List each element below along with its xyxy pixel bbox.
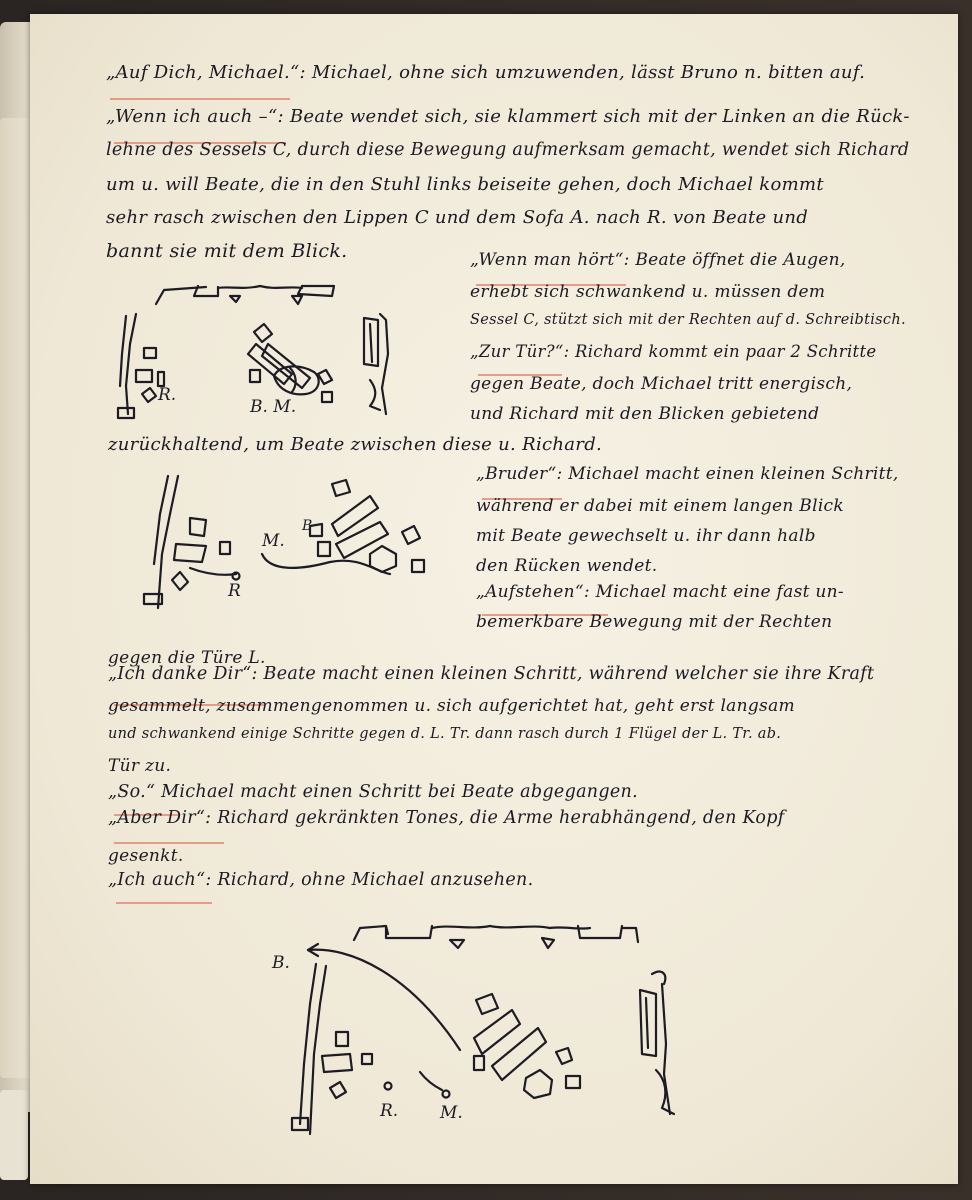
text-line: den Rücken wendet. (476, 556, 658, 576)
text-line: gesenkt. (108, 846, 184, 866)
text-line: und schwankend einige Schritte gegen d. L. Tr. dann rasch durch 1 Flügel der L. Tr. ab. (108, 726, 782, 742)
sketch2-label-b: B (302, 518, 313, 534)
text-line: während er dabei mit einem langen Blick (476, 496, 844, 516)
sketch3-label-r: R. (380, 1101, 399, 1121)
text-line: zurückhaltend, um Beate zwischen diese u. Richard. (108, 434, 603, 455)
text-line: bannt sie mit dem Blick. (106, 240, 348, 262)
text-line: „Ich auch“: Richard, ohne Michael anzusehen. (108, 870, 534, 890)
text-line: gegen die Türe L. (108, 648, 266, 668)
manuscript-page (30, 14, 958, 1184)
text-line: „Auf Dich, Michael.“: Michael, ohne sich umzuwenden, lässt Bruno n. bitten auf. (106, 62, 866, 83)
stage-sketch-3 (30, 14, 958, 1184)
text-line: Sessel C, stützt sich mit der Rechten auf d. Schreibtisch. (470, 312, 906, 328)
text-line: gegen Beate, doch Michael tritt energisch, (470, 374, 853, 394)
text-line: „Wenn man hört“: Beate öffnet die Augen, (470, 250, 846, 270)
text-line: gesammelt, zusammengenommen u. sich aufgerichtet hat, geht erst langsam (108, 696, 795, 716)
text-line: mit Beate gewechselt u. ihr dann halb (476, 526, 816, 546)
sketch3-label-m: M. (440, 1103, 463, 1123)
sketch2-label-m: M. (262, 531, 285, 551)
text-line: „Aufstehen“: Michael macht eine fast un- (476, 582, 844, 602)
text-line: erhebt sich schwankend u. müssen dem (470, 282, 826, 302)
text-line: lehne des Sessels C, durch diese Bewegung aufmerksam gemacht, wendet sich Richard (106, 140, 910, 160)
text-line: „Ich danke Dir“: Beate macht einen kleinen Schritt, während welcher sie ihre Kraft (108, 664, 875, 684)
text-line: „So.“ Michael macht einen Schritt bei Beate abgegangen. (108, 782, 638, 802)
sketch2-label-r: R (228, 581, 241, 601)
text-line: „Aber Dir“: Richard gekränkten Tones, die Arme herabhängend, den Kopf (108, 808, 785, 828)
text-line: sehr rasch zwischen den Lippen C und dem Sofa A. nach R. von Beate und (106, 207, 809, 228)
sketch1-label-bm: B. M. (250, 397, 297, 417)
sketch1-label-r: R. (158, 385, 177, 405)
text-line: „Zur Tür?“: Richard kommt ein paar 2 Schritte (470, 342, 877, 361)
page-corner (0, 1090, 28, 1180)
sketch3-label-b: B. (272, 953, 290, 973)
text-line: bemerkbare Bewegung mit der Rechten (476, 612, 833, 632)
text-line: „Bruder“: Michael macht einen kleinen Schritt, (476, 464, 899, 484)
text-line: Tür zu. (108, 756, 172, 776)
text-line: und Richard mit den Blicken gebietend (470, 404, 820, 424)
text-line: „Wenn ich auch –“: Beate wendet sich, sie klammert sich mit der Linken an die Rück- (106, 106, 910, 127)
page-stack-edge (0, 118, 34, 1078)
text-line: um u. will Beate, die in den Stuhl links beiseite gehen, doch Michael kommt (106, 174, 824, 195)
